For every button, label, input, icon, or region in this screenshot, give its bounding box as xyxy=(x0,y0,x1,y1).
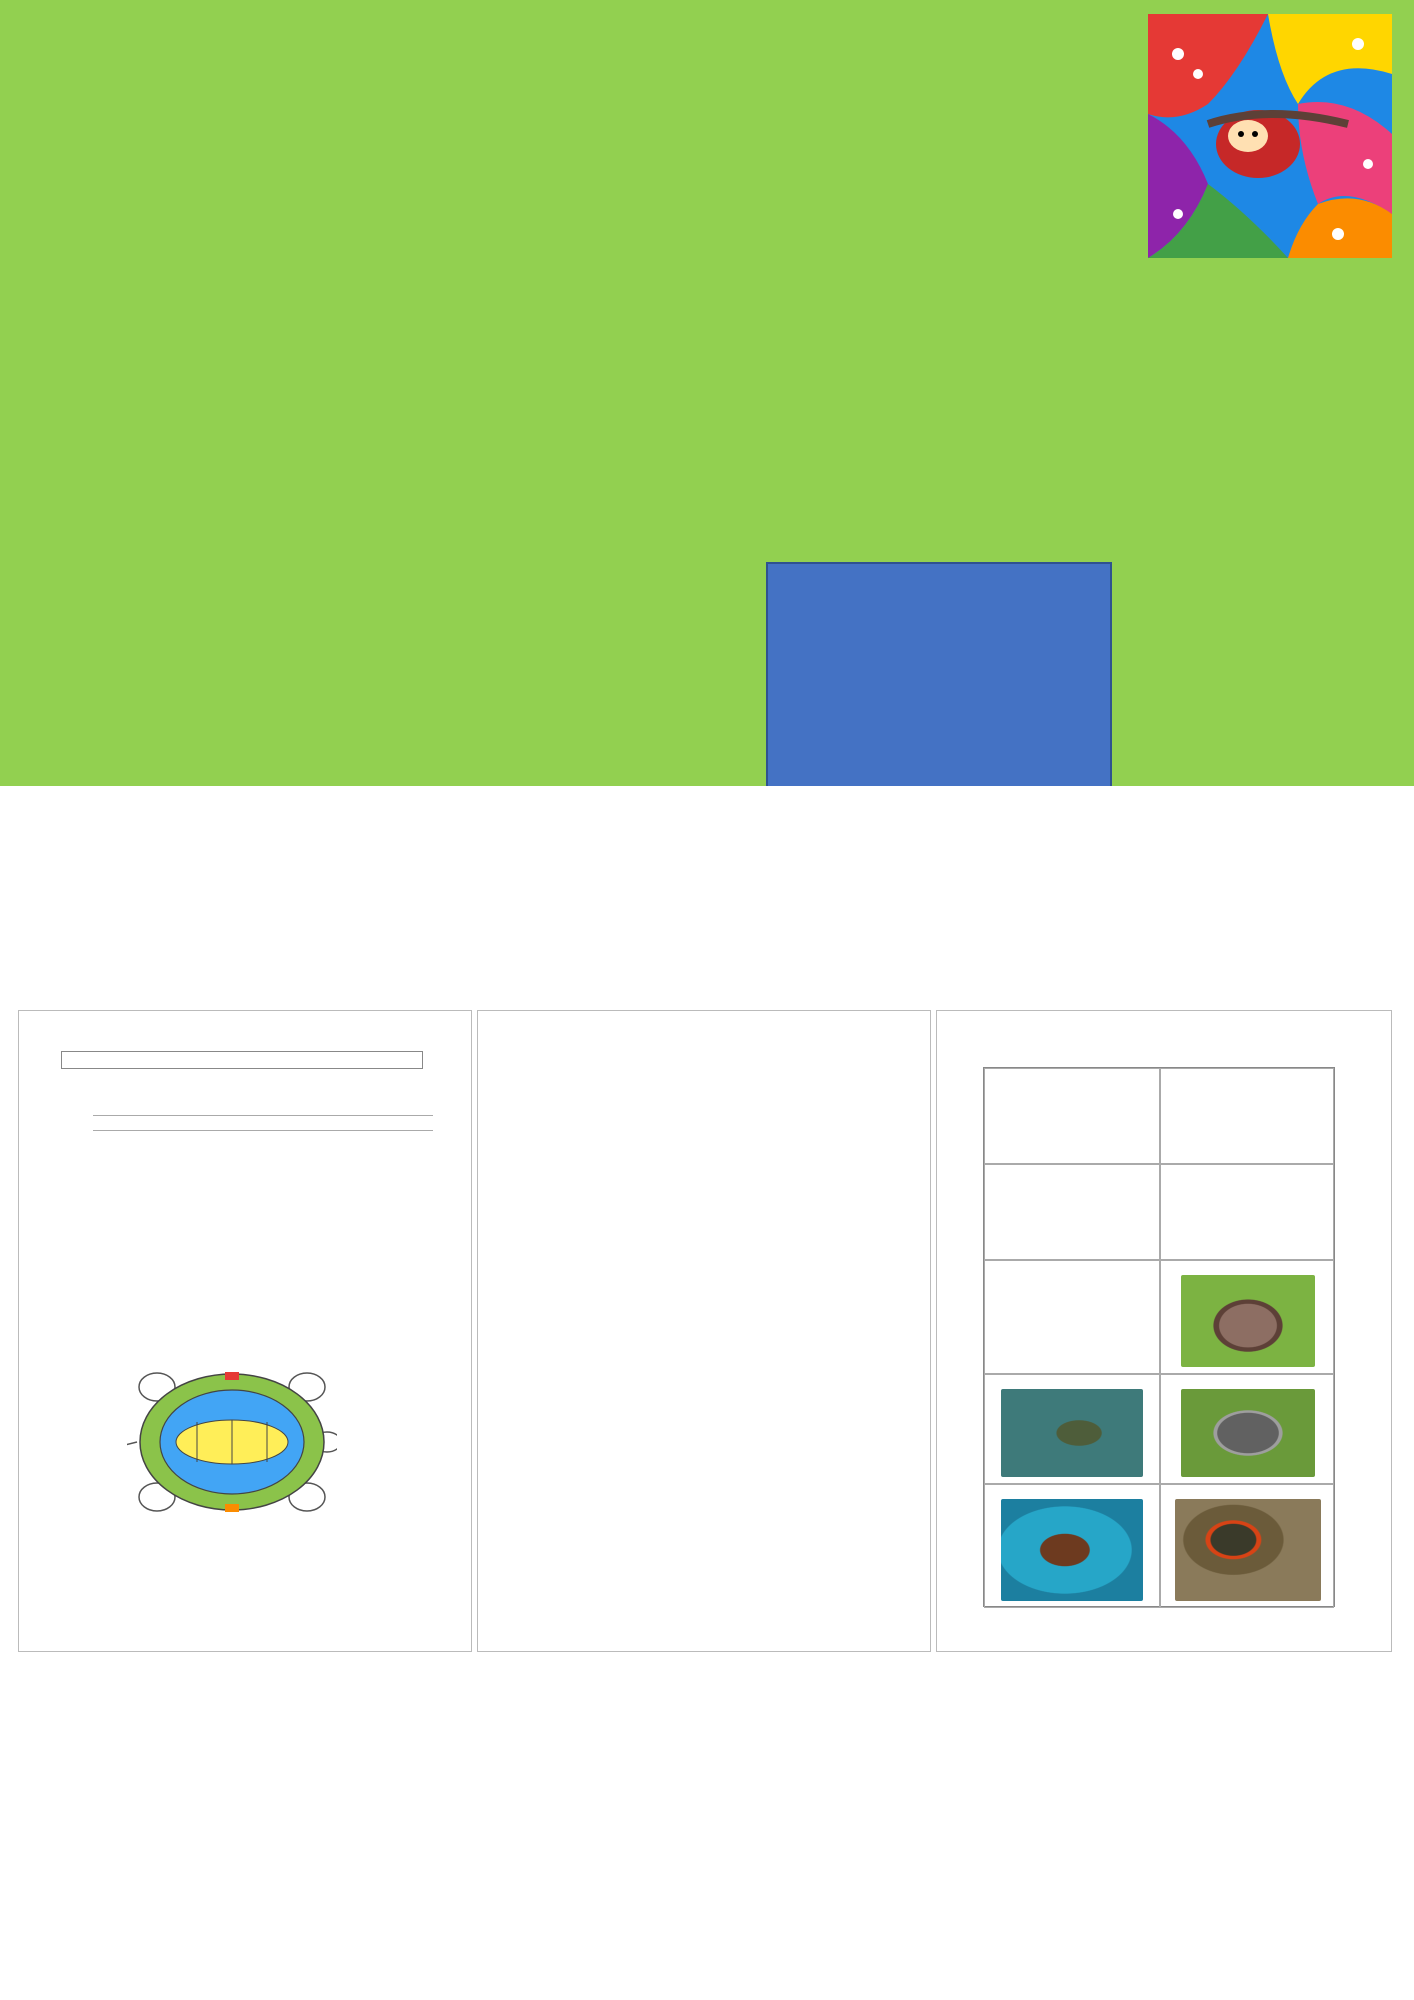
galapagos-tortoise-photo xyxy=(1181,1389,1315,1477)
worksheet-title xyxy=(61,1051,423,1069)
worksheet-page-1 xyxy=(18,1010,472,1652)
slider-turtle-photo xyxy=(1175,1499,1321,1601)
photo-card xyxy=(984,1374,1160,1484)
photo-card xyxy=(1160,1260,1334,1374)
help-card-grid xyxy=(983,1067,1335,1607)
help-card xyxy=(984,1068,1160,1164)
sloth-art-logo xyxy=(1148,14,1392,258)
worksheet-page-2 xyxy=(477,1010,931,1652)
help-cards-page xyxy=(936,1010,1392,1652)
cover-banner xyxy=(0,0,1414,786)
photo-card xyxy=(984,1484,1160,1608)
word-bank xyxy=(93,1115,433,1131)
help-card xyxy=(1160,1164,1334,1260)
pond-turtle-photo xyxy=(1001,1389,1143,1477)
contents-box xyxy=(766,562,1112,786)
greek-tortoise-photo xyxy=(1181,1275,1315,1367)
help-card xyxy=(1160,1068,1334,1164)
help-card xyxy=(984,1164,1160,1260)
sea-turtle-photo xyxy=(1001,1499,1143,1601)
photo-card xyxy=(1160,1374,1334,1484)
help-card xyxy=(984,1260,1160,1374)
colored-turtle-drawing xyxy=(127,1347,337,1537)
photo-card xyxy=(1160,1484,1334,1608)
brand-wordmark xyxy=(1108,258,1398,308)
